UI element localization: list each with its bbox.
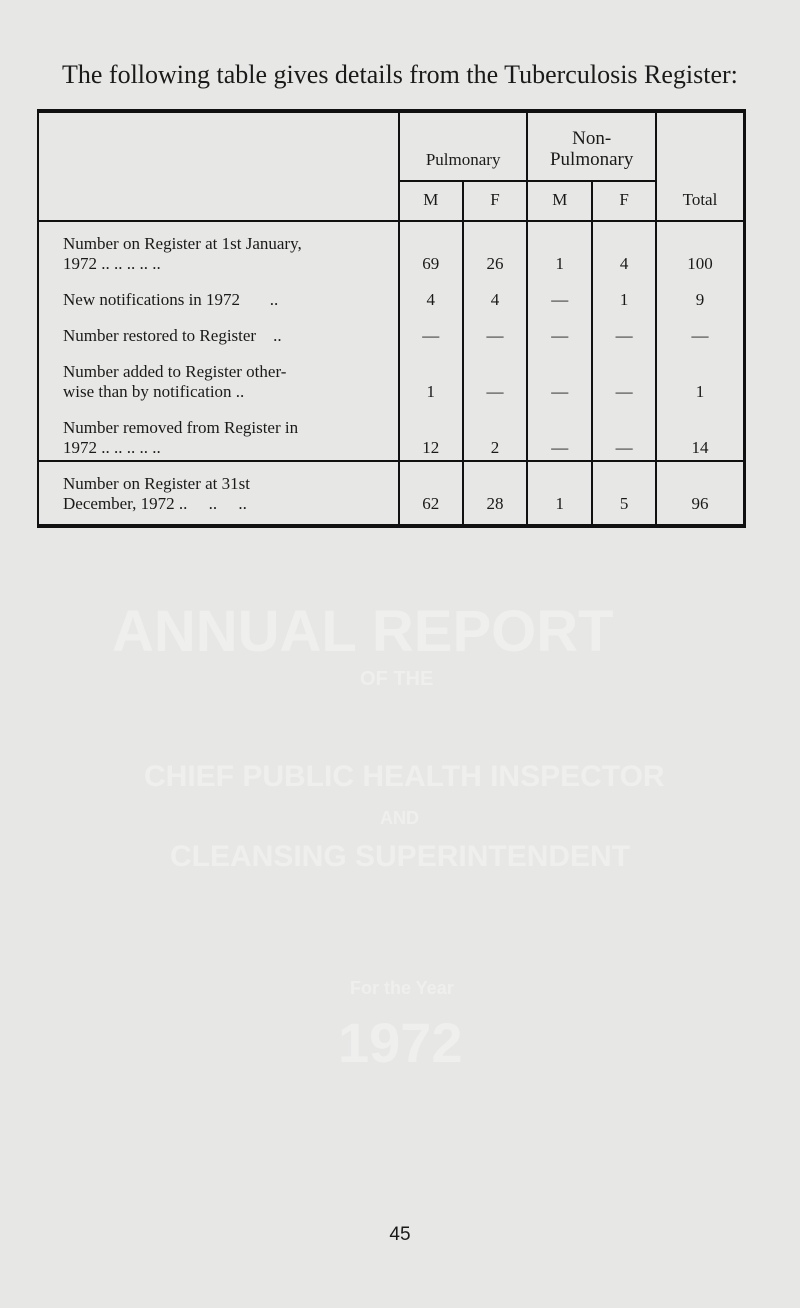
cell-non-pulmonary-m: — — [527, 274, 592, 310]
watermark-line-7: 1972 — [338, 1011, 463, 1074]
page-number: 45 — [389, 1224, 411, 1245]
cell-pulmonary-m: 1 — [399, 346, 463, 402]
cell-total: — — [656, 310, 745, 346]
header-non-pulmonary-m: M — [527, 181, 592, 221]
total-non-pulmonary-m: 1 — [527, 461, 592, 526]
row-label: Number removed from Register in 1972 .. .. .. .. .. — [63, 418, 299, 457]
cell-total: 14 — [656, 402, 745, 461]
cell-pulmonary-m: 4 — [399, 274, 463, 310]
total-pulmonary-m: 62 — [399, 461, 463, 526]
watermark-line-5: CLEANSING SUPERINTENDENT — [170, 840, 631, 873]
cell-total: 100 — [656, 221, 745, 274]
total-pulmonary-f: 28 — [463, 461, 528, 526]
tuberculosis-register-table — [37, 109, 746, 528]
cell-pulmonary-f: — — [463, 346, 528, 402]
total-non-pulmonary-f: 5 — [592, 461, 656, 526]
page-title: The following table gives details from the Tuberculosis Register: — [62, 60, 738, 89]
table-row — [38, 346, 745, 402]
cell-non-pulmonary-f: — — [592, 346, 656, 402]
table-row — [38, 221, 745, 274]
cell-non-pulmonary-m: — — [527, 346, 592, 402]
cell-pulmonary-m: — — [399, 310, 463, 346]
row-label: Number added to Register other- wise than by notification .. — [63, 362, 287, 401]
cell-non-pulmonary-f: — — [592, 310, 656, 346]
watermark-line-2: OF THE — [360, 668, 434, 690]
cell-pulmonary-m: 12 — [399, 402, 463, 461]
row-label: Number on Register at 1st January, 1972 .. .. .. .. .. — [63, 234, 302, 273]
total-row — [38, 461, 745, 526]
row-label: Number restored to Register .. — [63, 326, 282, 345]
watermark-line-6: For the Year — [350, 978, 454, 998]
table-row — [38, 310, 745, 346]
cell-pulmonary-m: 69 — [399, 221, 463, 274]
cell-non-pulmonary-m: — — [527, 402, 592, 461]
header-pulmonary-f: F — [463, 181, 528, 221]
header-non-pulmonary-f: F — [592, 181, 656, 221]
header-non-pulmonary: Non- Pulmonary — [527, 111, 656, 181]
cell-pulmonary-f: 2 — [463, 402, 528, 461]
watermark-line-1: ANNUAL REPORT — [112, 599, 614, 664]
table-row — [38, 402, 745, 461]
header-blank-cell — [38, 111, 399, 221]
cell-non-pulmonary-m: — — [527, 310, 592, 346]
table-row — [38, 274, 745, 310]
total-row-label: Number on Register at 31st December, 1972 .. .. .. — [38, 461, 399, 526]
watermark-line-4: AND — [380, 808, 419, 828]
cell-non-pulmonary-f: 4 — [592, 221, 656, 274]
header-group-row — [38, 111, 745, 181]
cell-non-pulmonary-f: — — [592, 402, 656, 461]
row-label: New notifications in 1972 .. — [63, 290, 279, 309]
header-pulmonary-m: M — [399, 181, 463, 221]
total-total: 96 — [656, 461, 745, 526]
cell-non-pulmonary-m: 1 — [527, 221, 592, 274]
cell-pulmonary-f: 4 — [463, 274, 528, 310]
cell-total: 9 — [656, 274, 745, 310]
header-total: Total — [656, 111, 745, 221]
cell-non-pulmonary-f: 1 — [592, 274, 656, 310]
cell-pulmonary-f: 26 — [463, 221, 528, 274]
header-pulmonary: Pulmonary — [399, 111, 527, 181]
cell-total: 1 — [656, 346, 745, 402]
watermark-line-3: CHIEF PUBLIC HEALTH INSPECTOR — [144, 760, 665, 793]
cell-pulmonary-f: — — [463, 310, 528, 346]
